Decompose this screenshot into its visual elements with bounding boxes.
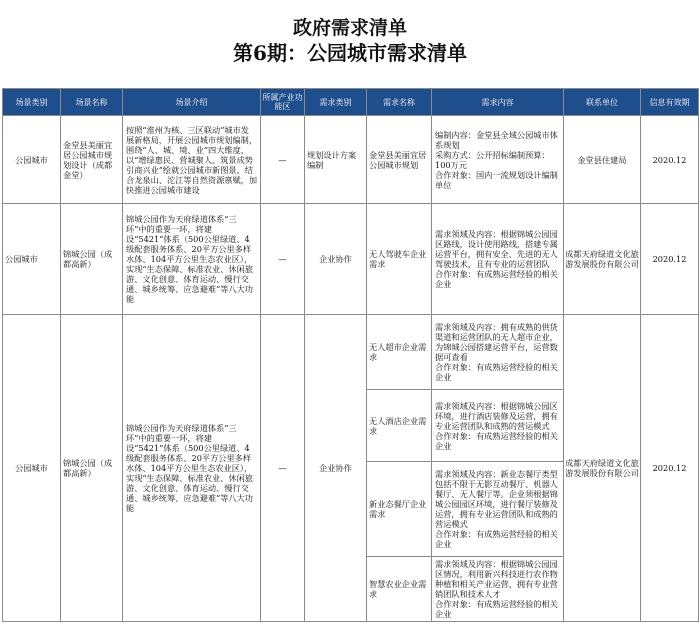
- requirement-content: 需求领域及内容：拥有成熟的供货渠道和运营团队的无人超市企业，为锦城公园搭建运营平台，运营数据可查看 合作对象：有成熟运营经验的相关企业: [432, 315, 564, 390]
- table-row: [3, 204, 699, 315]
- requirements-table: [2, 88, 699, 622]
- requirement-name: 无人超市企业需求: [367, 315, 432, 390]
- title-block: [0, 0, 700, 74]
- requirement-content: 需求领域及内容：新业态餐厅类型包括不限于无影互动餐厅、机器人餐厅、无人餐厅等。企业须根据锦城公园园区环境，进行餐厅装修及运营，拥有专业运营团队和成熟的营运模式 合作对象：有成熟运营经验的相关企业: [432, 462, 564, 557]
- contact-unit: 成都天府绿道文化旅游发展股份有限公司: [564, 315, 641, 622]
- table-row: [3, 116, 699, 204]
- requirement-content: 需求领域及内容：根据锦城公园区环境，进行酒店装修及运营，拥有专业运营团队和成熟的营运模式 合作对象：有成熟运营经验的相关企业: [432, 390, 564, 462]
- header-cell: 需求名称: [367, 89, 432, 116]
- validity-date: 2020.12: [641, 204, 699, 315]
- contact-unit: 金堂县住建局: [564, 116, 641, 204]
- header-cell: 场景介绍: [123, 89, 261, 116]
- table-row: [3, 315, 699, 390]
- header-row: [3, 89, 699, 116]
- industry-zone: —: [261, 315, 305, 622]
- scene-intro: 锦城公园作为天府绿道体系“三环”中的重要一环，将建设“5421”体系（500公里绿道、4级配套服务体系、20平方公里多样水体、104平方公里生态农业区），实现“生态保障、标准农业、休闲旅游、文化创意、体育运动、慢行交通、城乡统筹、应急避难”等八大功能: [123, 204, 261, 315]
- header-cell: 需求内容: [432, 89, 564, 116]
- scene-intro: 锦城公园作为天府绿道体系“三环”中的重要一环，将建设“5421”体系（500公里绿道、4级配套服务体系、20平方公里多样水体、104平方公里生态农业区），实现“生态保障、标准农业、休闲旅游、文化创意、体育运动、慢行交通、城乡统筹、应急避难”等八大功能: [123, 315, 261, 622]
- scene-name: 金堂县美丽宜居公园城市规划设计（成都金堂）: [61, 116, 123, 204]
- scene-name: 锦城公园（成都高新）: [61, 204, 123, 315]
- requirement-name: 新业态餐厅企业需求: [367, 462, 432, 557]
- validity-date: 2020.12: [641, 315, 699, 622]
- header-cell: 场景名称: [61, 89, 123, 116]
- requirement-type: 企业协作: [305, 204, 367, 315]
- requirement-content: 需求领域及内容：根据锦城公园园区情况，利用新兴科技进行农作物种植和相关产业运营，拥有专业营销团队和技术人才 合作对象：有成熟运营经验的相关企业: [432, 557, 564, 622]
- industry-zone: —: [261, 116, 305, 204]
- contact-unit: 成都天府绿道文化旅游发展股份有限公司: [564, 204, 641, 315]
- header-cell: 场景类别: [3, 89, 61, 116]
- scene-intro: 按照“淮州为核、三区联动”城市发展新格局，开展公园城市规划编制，围绕“人、城、境、业”四大维度，以“增绿惠民、营城聚人、筑景成势引商兴业”绘就公园城市新图景，结合龙泉山、沱江等自然资源禀赋，加快推进公园城市建设: [123, 116, 261, 204]
- scene-category: 公园城市: [3, 315, 61, 622]
- requirement-type: 规划设计方案编制: [305, 116, 367, 204]
- requirement-content: 编制内容：金堂县全域公园城市体系规划 采购方式：公开招标编制预算：100万元 合作对象：国内一流规划设计编制单位: [432, 116, 564, 204]
- header-cell: 信息有效期: [641, 89, 699, 116]
- header-cell: 需求类别: [305, 89, 367, 116]
- industry-zone: —: [261, 204, 305, 315]
- document-title: 政府需求清单: [292, 17, 407, 39]
- scene-category: 公园城市: [3, 116, 61, 204]
- requirement-name: 智慧农业企业需求: [367, 557, 432, 622]
- validity-date: 2020.12: [641, 116, 699, 204]
- requirement-name: 金堂县美丽宜居公园城市规划: [367, 116, 432, 204]
- requirement-name: 无人酒店企业需求: [367, 390, 432, 462]
- header-cell: 所属产业功能区: [261, 89, 305, 116]
- requirement-content: 需求领域及内容：根据锦城公园园区路线，设计使用路线，搭建专属运营平台，拥有安全、先进的无人驾驶技术，且有专业的运营团队 合作对象：有成熟运营经验的相关企业: [432, 204, 564, 315]
- document-subtitle: 第6期：公园城市需求清单: [233, 41, 467, 65]
- requirement-type: 企业协作: [305, 315, 367, 622]
- scene-name: 锦城公园（成都高新）: [61, 315, 123, 622]
- scene-category: 公园城市: [3, 204, 61, 315]
- header-cell: 联系单位: [564, 89, 641, 116]
- requirement-name: 无人驾驶车企业需求: [367, 204, 432, 315]
